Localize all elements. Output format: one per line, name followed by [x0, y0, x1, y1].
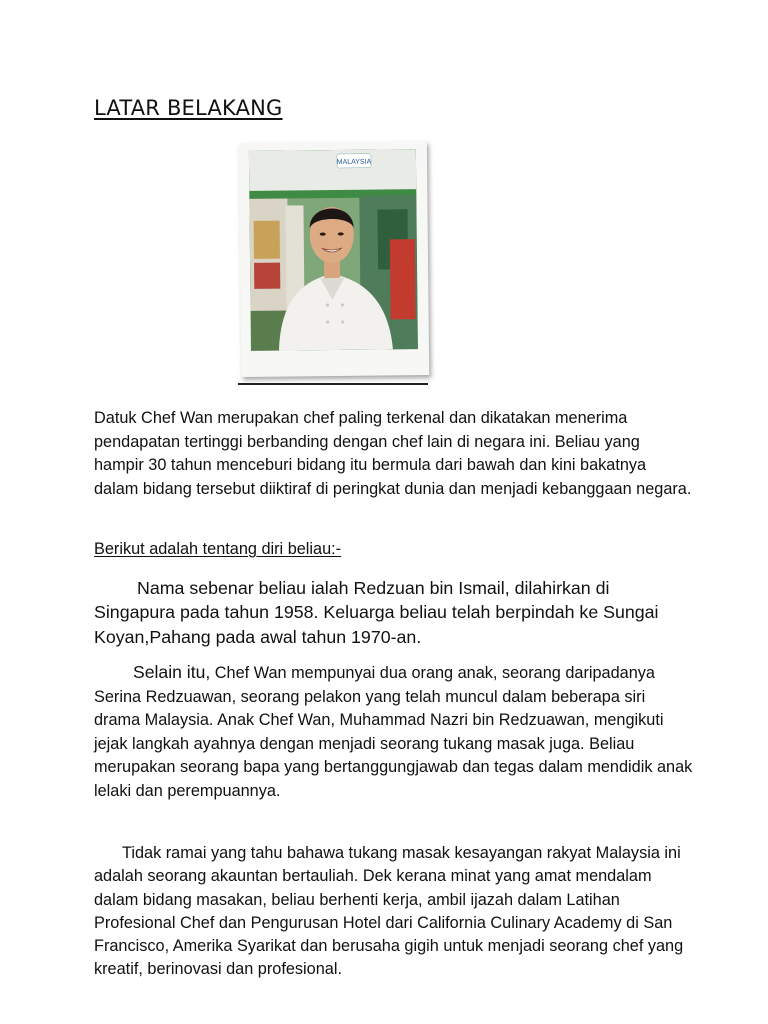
subheading: Berikut adalah tentang diri beliau:- — [94, 540, 342, 558]
photo-caption-line — [238, 383, 428, 385]
page-title: LATAR BELAKANG — [94, 96, 283, 120]
paragraph-career: Tidak ramai yang tahu bahawa tukang masak kesayangan rakyat Malaysia ini adalah seorang akauntan bertauliah. Dek kerana minat yang amat mendalam dalam bidang masakan, beliau berhenti kerja, ambil ijazah dalam Latihan Profesional Chef dan Pengurusan Hotel dari California Culinary Academy di San Francisco, Amerika Syarikat dan berusaha gigih untuk menjadi seorang chef yang kreatif, berinovasi dan profesional. — [94, 844, 684, 979]
paragraph-intro: Datuk Chef Wan merupakan chef paling terkenal dan dikatakan menerima pendapatan tertinggi berbanding dengan chef lain di negara ini. Beliau yang hampir 30 tahun menceburi bidang itu bermula dari bawah dan kini bakatnya dalam bidang tersebut diiktiraf di peringkat dunia dan menjadi kebanggaan negara. — [94, 409, 692, 498]
paragraph-birth: Nama sebenar beliau ialah Redzuan bin Ismail, dilahirkan di Singapura pada tahun 1958. Keluarga beliau telah berpindah ke Sungai Koyan,Pahang pada awal tahun 1970-an. — [94, 578, 659, 647]
paragraph-family-lead: Selain itu, — [133, 662, 211, 682]
malaysia-sign — [337, 154, 372, 168]
paragraph-family-text: Chef Wan mempunyai dua orang anak, seorang daripadanya Serina Redzuawan, seorang pelakon yang telah muncul dalam beberapa siri drama Malaysia. Anak Chef Wan, Muhammad Nazri bin Redzuawan, mengikuti jejak langkah ayahnya dengan menjadi seorang tukang masak juga. Beliau merupakan seorang bapa yang bertanggungjawab dan tegas dalam mendidik anak lelaki dan perempuannya. — [94, 664, 693, 800]
photo-frame — [239, 141, 429, 377]
paragraph-family — [94, 661, 694, 804]
svg-text:MALAYSIA: MALAYSIA — [336, 158, 372, 166]
chef-photo — [249, 149, 418, 351]
